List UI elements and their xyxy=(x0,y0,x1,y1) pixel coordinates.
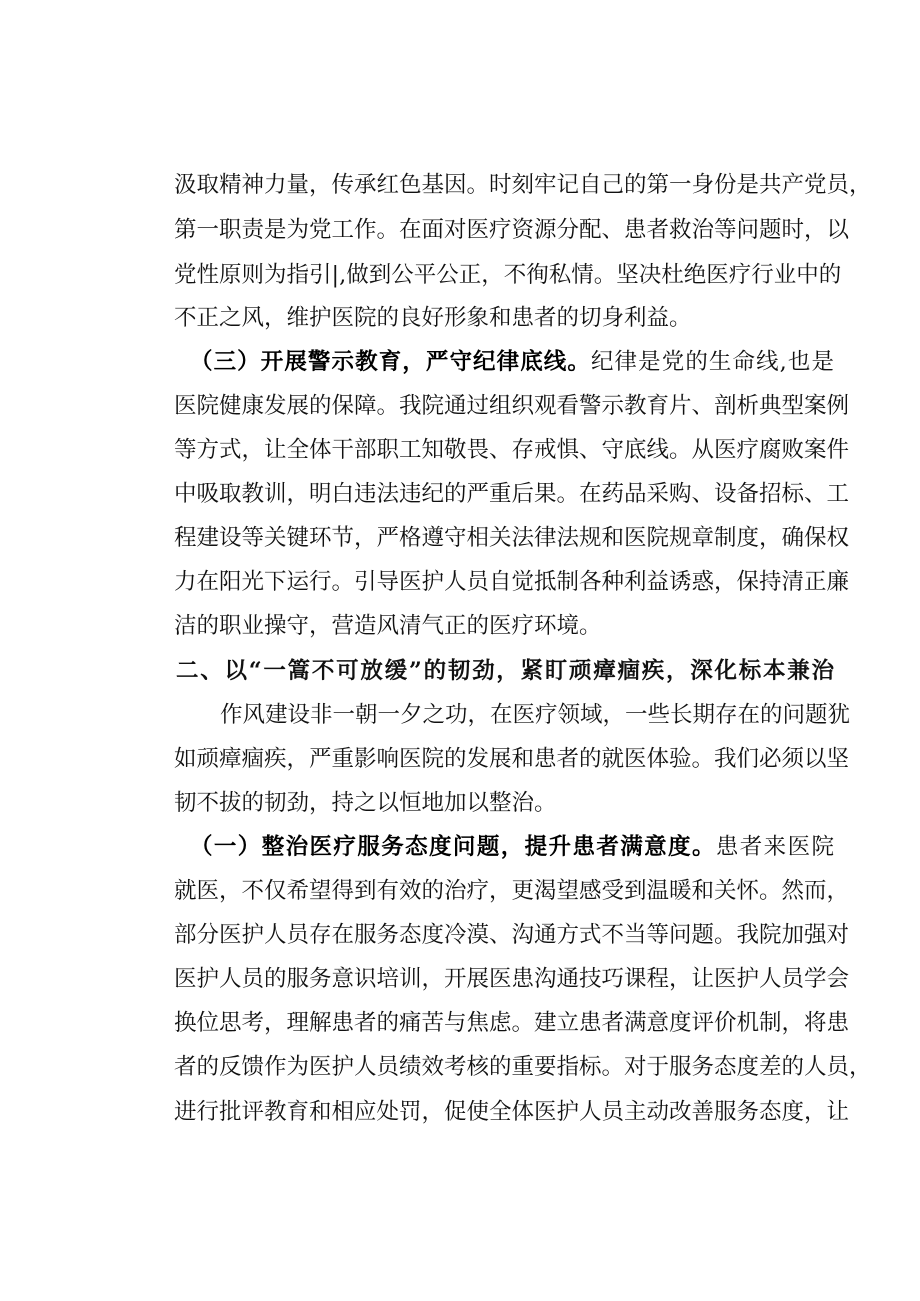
paragraph-2-line-2: 医院健康发展的保障。我院通过组织观看警示教育片、剖析典型案例 xyxy=(174,393,850,419)
paragraph-4-line-6: 者的反馈作为医护人员绩效考核的重要指标。对于服务态度差的人员， xyxy=(174,1054,872,1080)
paragraph-4-line-1-text: 患者来医院 xyxy=(715,834,834,860)
paragraph-2-heading: （三）开展警示教育，严守纪律底线。 xyxy=(190,349,591,375)
paragraph-3-line-1: 作风建设非一朝一夕之功，在医疗领域，一些长期存在的问题犹 xyxy=(220,702,851,728)
paragraph-3-line-2: 如顽瘴痼疾，严重影响医院的发展和患者的就医体验。我们必须以坚 xyxy=(174,746,850,772)
paragraph-2-line-1 xyxy=(190,347,834,377)
paragraph-2-line-4: 中吸取教训，明白违法违纪的严重后果。在药品采购、设备招标、工 xyxy=(174,481,850,507)
paragraph-2-line-1-text: 纪律是党的生命线,也是 xyxy=(590,349,834,375)
paragraph-4-heading: （一）整治医疗服务态度问题，提升患者满意度。 xyxy=(190,834,716,860)
paragraph-4-line-3: 部分医护人员存在服务态度冷漠、沟通方式不当等问题。我院加强对 xyxy=(174,922,850,948)
paragraph-1-line-3: 党性原则为指引|,做到公平公正，不徇私情。坚决杜绝医疗行业中的 xyxy=(174,262,842,288)
paragraph-4-line-2: 就医，不仅希望得到有效的治疗，更渴望感受到温暖和关怀。然而， xyxy=(174,878,850,904)
paragraph-2-line-3: 等方式，让全体干部职工知敬畏、存戒惧、守底线。从医疗腐败案件 xyxy=(174,437,850,463)
paragraph-2-line-5: 程建设等关键环节，严格遵守相关法律法规和医院规章制度，确保权 xyxy=(174,525,850,551)
paragraph-2-line-6: 力在阳光下运行。引导医护人员自觉抵制各种利益诱惑，保持清正廉 xyxy=(174,569,850,595)
paragraph-4-line-5: 换位思考，理解患者的痛苦与焦虑。建立患者满意度评价机制，将患 xyxy=(174,1010,850,1036)
paragraph-2-line-7: 洁的职业操守，营造风清气正的医疗环境。 xyxy=(174,613,602,639)
paragraph-1-line-4: 不正之风，维护医院的良好形象和患者的切身利益。 xyxy=(174,305,692,331)
paragraph-1-line-1: 汲取精神力量，传承红色基因。时刻牢记自己的第一身份是共产党员， xyxy=(174,172,872,198)
section-heading-2: 二、以“一篙不可放缓”的韧劲，紧盯顽瘴痼疾，深化标本兼治 xyxy=(176,658,834,684)
paragraph-4-line-4: 医护人员的服务意识培训，开展医患沟通技巧课程，让医护人员学会 xyxy=(174,966,850,992)
paragraph-4-line-1 xyxy=(190,832,834,862)
paragraph-4-line-7: 进行批评教育和相应处罚，促使全体医护人员主动改善服务态度，让 xyxy=(174,1099,850,1125)
paragraph-1-line-2: 第一职责是为党工作。在面对医疗资源分配、患者救治等问题时，以 xyxy=(174,217,850,243)
paragraph-3-line-3: 韧不拔的韧劲，持之以恒地加以整治。 xyxy=(174,790,557,816)
